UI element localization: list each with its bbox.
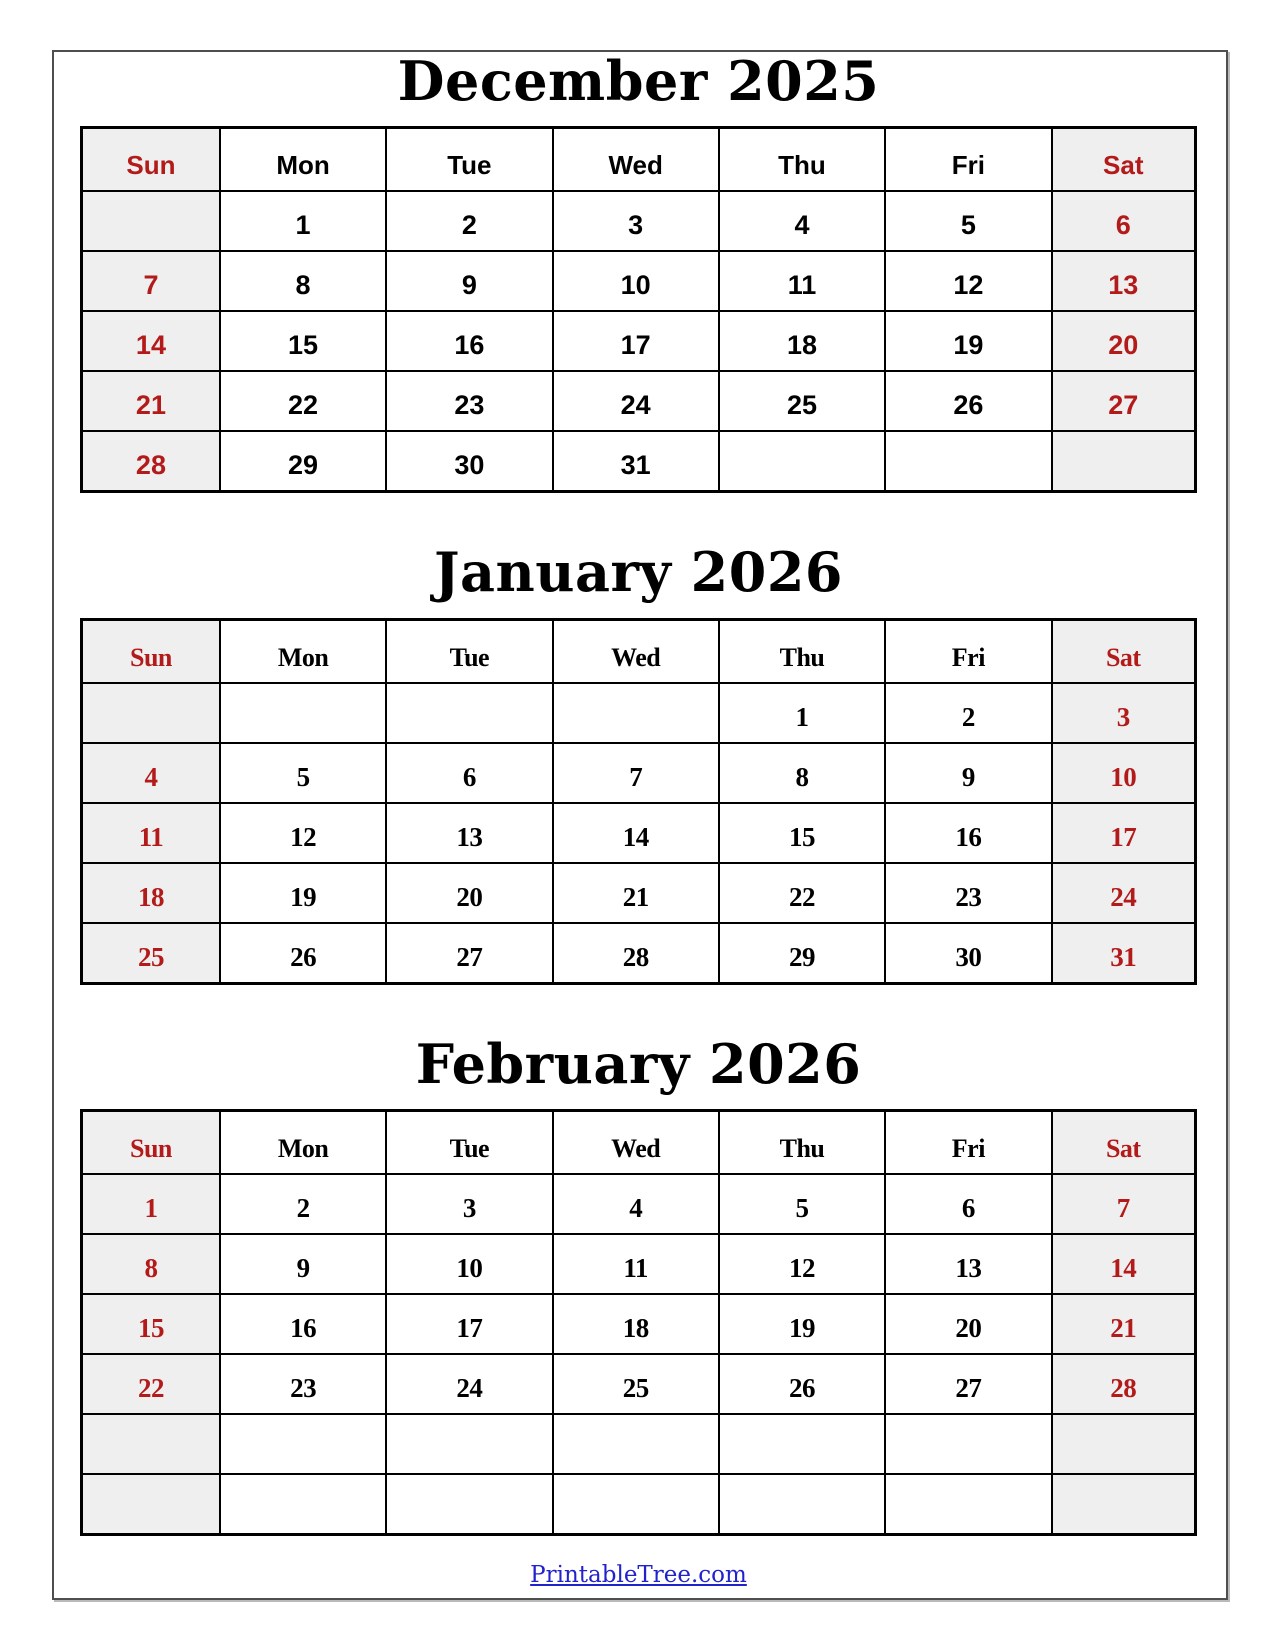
date-cell: 12 [220,803,386,863]
empty-cell [885,431,1051,492]
date-cell: 21 [553,863,719,923]
date-cell: 8 [220,251,386,311]
empty-cell [1052,1414,1196,1474]
date-cell: 2 [220,1174,386,1234]
date-cell: 18 [553,1294,719,1354]
date-cell: 28 [82,431,220,492]
empty-cell [553,1474,719,1535]
week-row [82,743,1196,803]
date-cell: 15 [719,803,885,863]
week-row [82,683,1196,743]
date-cell: 10 [1052,743,1196,803]
date-cell: 7 [553,743,719,803]
footer-link[interactable]: PrintableTree.com [530,1561,747,1588]
empty-cell [386,683,552,743]
date-cell: 2 [885,683,1051,743]
day-header-thu: Thu [719,619,885,683]
date-cell: 23 [386,371,552,431]
empty-cell [386,1474,552,1535]
calendar-page-content [80,49,1197,1588]
date-cell: 12 [719,1234,885,1294]
date-cell: 11 [553,1234,719,1294]
date-cell: 4 [719,191,885,251]
week-row [82,311,1196,371]
date-cell: 21 [82,371,220,431]
day-header-wed: Wed [553,619,719,683]
month-title-december: December 2025 [397,49,880,113]
date-cell: 2 [386,191,552,251]
day-header-wed: Wed [553,1110,719,1174]
date-cell: 28 [553,923,719,984]
week-row [82,863,1196,923]
date-cell: 1 [220,191,386,251]
date-cell: 3 [553,191,719,251]
date-cell: 1 [82,1174,220,1234]
date-cell: 27 [1052,371,1196,431]
date-cell: 13 [885,1234,1051,1294]
month-title-february: February 2026 [415,1031,862,1096]
empty-cell [1052,431,1196,492]
date-cell: 13 [1052,251,1196,311]
empty-cell [719,1414,885,1474]
empty-cell [82,191,220,251]
date-cell: 7 [82,251,220,311]
date-cell: 23 [885,863,1051,923]
day-header-sat: Sat [1052,128,1196,192]
empty-cell [82,1414,220,1474]
date-cell: 11 [82,803,220,863]
week-row [82,803,1196,863]
date-cell: 5 [885,191,1051,251]
empty-cell [885,1414,1051,1474]
day-header-tue: Tue [386,1110,552,1174]
day-header-tue: Tue [386,128,552,192]
calendar-table-january [80,618,1197,985]
empty-cell [82,1474,220,1535]
empty-cell [82,683,220,743]
day-header-mon: Mon [220,1110,386,1174]
date-cell: 19 [719,1294,885,1354]
date-cell: 9 [885,743,1051,803]
date-cell: 15 [220,311,386,371]
date-cell: 18 [719,311,885,371]
day-header-row [82,128,1196,192]
date-cell: 19 [220,863,386,923]
date-cell: 4 [553,1174,719,1234]
date-cell: 14 [553,803,719,863]
week-row [82,251,1196,311]
week-row [82,1474,1196,1535]
date-cell: 26 [719,1354,885,1414]
page-footer [80,1562,1197,1588]
day-header-sun: Sun [82,619,220,683]
date-cell: 25 [719,371,885,431]
week-row [82,1414,1196,1474]
empty-cell [386,1414,552,1474]
date-cell: 27 [885,1354,1051,1414]
day-header-fri: Fri [885,128,1051,192]
date-cell: 1 [719,683,885,743]
date-cell: 20 [1052,311,1196,371]
day-header-sat: Sat [1052,619,1196,683]
month-december-2025 [80,49,1197,493]
date-cell: 29 [719,923,885,984]
week-row [82,431,1196,492]
date-cell: 11 [719,251,885,311]
date-cell: 20 [386,863,552,923]
date-cell: 30 [885,923,1051,984]
week-row [82,1234,1196,1294]
week-row [82,191,1196,251]
date-cell: 16 [885,803,1051,863]
date-cell: 8 [82,1234,220,1294]
date-cell: 6 [386,743,552,803]
day-header-row [82,1110,1196,1174]
date-cell: 26 [885,371,1051,431]
date-cell: 3 [1052,683,1196,743]
date-cell: 5 [220,743,386,803]
date-cell: 26 [220,923,386,984]
date-cell: 19 [885,311,1051,371]
day-header-mon: Mon [220,128,386,192]
date-cell: 16 [386,311,552,371]
date-cell: 17 [1052,803,1196,863]
day-header-fri: Fri [885,1110,1051,1174]
date-cell: 16 [220,1294,386,1354]
day-header-sun: Sun [82,128,220,192]
date-cell: 18 [82,863,220,923]
day-header-mon: Mon [220,619,386,683]
date-cell: 31 [1052,923,1196,984]
date-cell: 17 [386,1294,552,1354]
empty-cell [553,1414,719,1474]
month-title-january: January 2026 [434,540,843,605]
day-header-fri: Fri [885,619,1051,683]
week-row [82,371,1196,431]
day-header-sat: Sat [1052,1110,1196,1174]
empty-cell [220,1414,386,1474]
calendar-table-december [80,126,1197,493]
empty-cell [553,683,719,743]
week-row [82,923,1196,984]
week-row [82,1354,1196,1414]
date-cell: 10 [553,251,719,311]
date-cell: 24 [1052,863,1196,923]
empty-cell [719,431,885,492]
date-cell: 27 [386,923,552,984]
date-cell: 9 [220,1234,386,1294]
empty-cell [220,1474,386,1535]
day-header-row [82,619,1196,683]
date-cell: 22 [719,863,885,923]
date-cell: 10 [386,1234,552,1294]
date-cell: 14 [82,311,220,371]
date-cell: 7 [1052,1174,1196,1234]
date-cell: 3 [386,1174,552,1234]
date-cell: 9 [386,251,552,311]
calendar-table-february [80,1109,1197,1536]
week-row [82,1174,1196,1234]
day-header-tue: Tue [386,619,552,683]
date-cell: 4 [82,743,220,803]
empty-cell [885,1474,1051,1535]
date-cell: 22 [82,1354,220,1414]
date-cell: 6 [1052,191,1196,251]
date-cell: 13 [386,803,552,863]
date-cell: 14 [1052,1234,1196,1294]
date-cell: 24 [553,371,719,431]
date-cell: 12 [885,251,1051,311]
date-cell: 15 [82,1294,220,1354]
day-header-thu: Thu [719,1110,885,1174]
date-cell: 31 [553,431,719,492]
date-cell: 21 [1052,1294,1196,1354]
date-cell: 6 [885,1174,1051,1234]
date-cell: 30 [386,431,552,492]
date-cell: 25 [82,923,220,984]
date-cell: 5 [719,1174,885,1234]
date-cell: 22 [220,371,386,431]
day-header-sun: Sun [82,1110,220,1174]
empty-cell [719,1474,885,1535]
date-cell: 17 [553,311,719,371]
date-cell: 24 [386,1354,552,1414]
date-cell: 8 [719,743,885,803]
empty-cell [1052,1474,1196,1535]
month-february-2026 [80,1031,1197,1536]
empty-cell [220,683,386,743]
day-header-thu: Thu [719,128,885,192]
date-cell: 20 [885,1294,1051,1354]
date-cell: 23 [220,1354,386,1414]
week-row [82,1294,1196,1354]
day-header-wed: Wed [553,128,719,192]
date-cell: 29 [220,431,386,492]
date-cell: 28 [1052,1354,1196,1414]
date-cell: 25 [553,1354,719,1414]
month-january-2026 [80,540,1197,984]
